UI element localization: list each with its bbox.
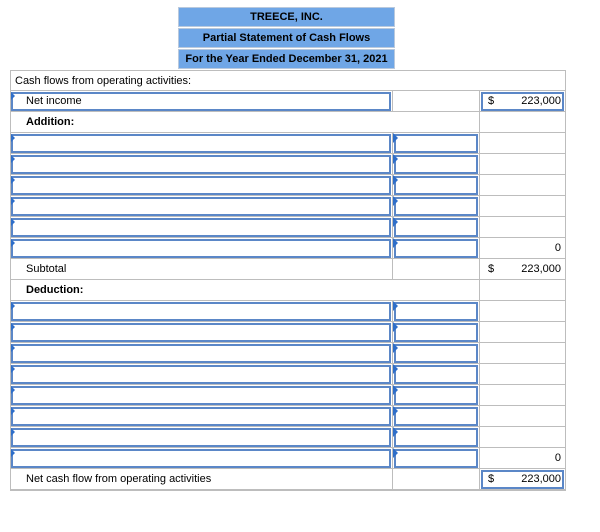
net-cash-label: Net cash flow from operating activities: [26, 473, 212, 485]
statement-period: For the Year Ended December 31, 2021: [178, 49, 395, 69]
net-cash-amount: 223,000: [521, 473, 561, 485]
section-title: Cash flows from operating activities:: [15, 75, 192, 87]
subtotal-amount: 223,000: [521, 263, 561, 275]
company-name: TREECE, INC.: [178, 7, 395, 27]
net-income-amount: 223,000: [521, 95, 561, 107]
table-outline: [10, 91, 566, 491]
subtotal-label: Subtotal: [26, 263, 67, 275]
deduction-heading: Deduction:: [26, 284, 84, 296]
subtotal-dollar: $: [488, 263, 495, 275]
addition-total: 0: [554, 242, 561, 254]
section-title-row: [10, 70, 566, 91]
addition-heading: Addition:: [26, 116, 75, 128]
net-income-dollar: $: [488, 95, 495, 107]
statement-title: Partial Statement of Cash Flows: [178, 28, 395, 48]
net-income-label: Net income: [26, 95, 82, 107]
net-cash-dollar: $: [488, 473, 495, 485]
deduction-total: 0: [554, 452, 561, 464]
